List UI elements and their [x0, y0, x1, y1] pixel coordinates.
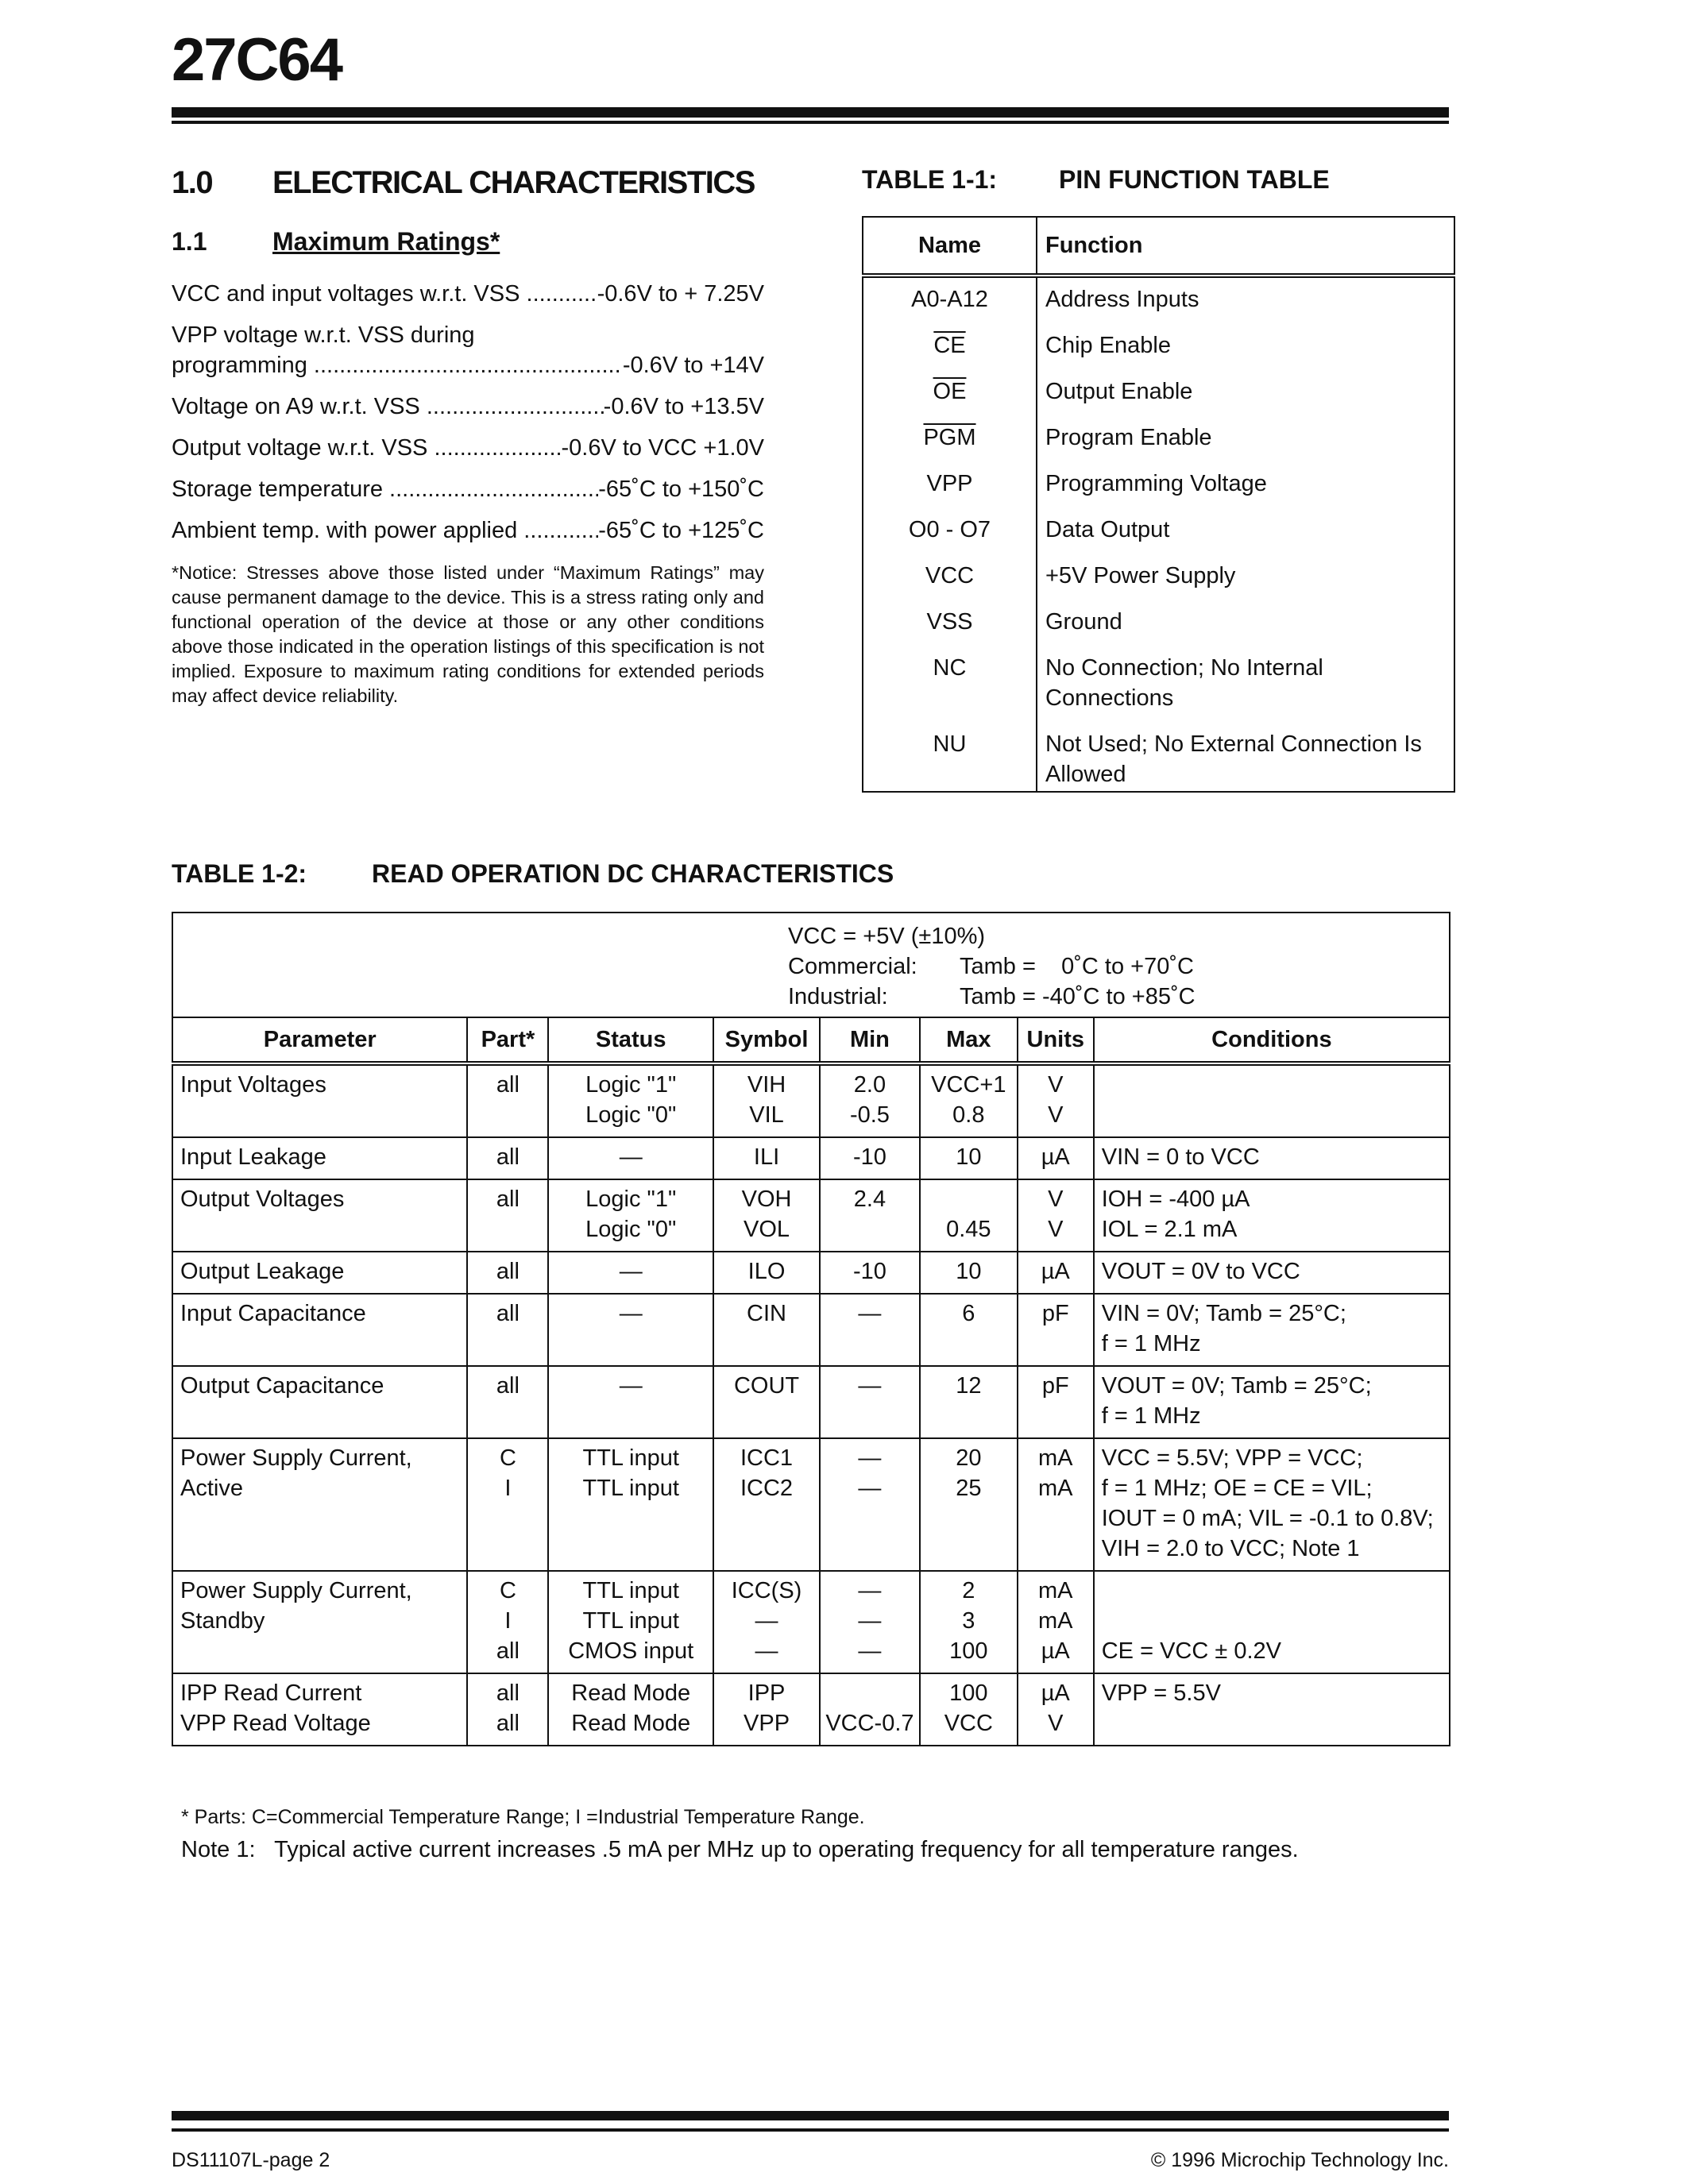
symbol-cell: IPP VPP [713, 1673, 820, 1746]
rating-value: -0.6V to +14V [622, 353, 764, 378]
pin-table-caption-title: PIN FUNCTION TABLE [1059, 165, 1330, 194]
rating-value: -0.6V to + 7.25V [597, 281, 764, 307]
symbol-cell: VOH VOL [713, 1179, 820, 1252]
parameter-cell: Power Supply Current, Active [172, 1438, 467, 1571]
table-row [863, 728, 1454, 792]
rating-item [172, 474, 764, 504]
max-cell: 10 [920, 1252, 1018, 1294]
rating-label: Storage temperature ..... [172, 474, 598, 504]
pin-function-table [862, 216, 1455, 793]
units-cell: µA V [1018, 1673, 1094, 1746]
max-cell: 10 [920, 1137, 1018, 1179]
part-cell: C I all [467, 1571, 548, 1673]
symbol-cell: COUT [713, 1366, 820, 1438]
table-row [172, 1137, 1450, 1179]
pin-function-cell: Output Enable [1037, 376, 1454, 422]
section-number: 1.0 [172, 165, 213, 200]
rating-label: Voltage on A9 w.r.t. VSS ..... [172, 392, 604, 422]
max-cell: 2 3 100 [920, 1571, 1018, 1673]
symbol-cell: ILO [713, 1252, 820, 1294]
copyright: © 1996 Microchip Technology Inc. [1150, 2149, 1449, 2171]
column-header-units: Units [1018, 1017, 1094, 1063]
rating-label: VCC and input voltages w.r.t. VSS ..... [172, 279, 597, 309]
status-cell: — [548, 1252, 713, 1294]
part-cell: all [467, 1294, 548, 1366]
pin-function-cell: Data Output [1037, 514, 1454, 560]
min-cell: — — [820, 1438, 920, 1571]
max-cell: 0.45 [920, 1179, 1018, 1252]
conditions-cell: VPP = 5.5V [1094, 1673, 1450, 1746]
conditions-cell: VOUT = 0V to VCC [1094, 1252, 1450, 1294]
column-header-max: Max [920, 1017, 1018, 1063]
pin-name-cell: A0-A12 [863, 276, 1037, 330]
conditions-cell: VOUT = 0V; Tamb = 25°C; f = 1 MHz [1094, 1366, 1450, 1438]
units-cell: µA [1018, 1252, 1094, 1294]
vcc-condition: VCC = +5V (±10%) [788, 924, 986, 949]
min-cell: -10 [820, 1137, 920, 1179]
rating-value: -0.6V to VCC +1.0V [561, 435, 764, 461]
page-number: DS11107L-page 2 [172, 2149, 330, 2171]
pin-function-cell: +5V Power Supply [1037, 560, 1454, 606]
commercial-label: Commercial: [788, 954, 917, 979]
dc-table-caption-title: READ OPERATION DC CHARACTERISTICS [372, 859, 894, 888]
column-header-name: Name [863, 217, 1037, 276]
part-cell: all [467, 1252, 548, 1294]
column-header-part: Part* [467, 1017, 548, 1063]
parameter-cell: Output Voltages [172, 1179, 467, 1252]
max-cell: 100 VCC [920, 1673, 1018, 1746]
table-row [172, 1252, 1450, 1294]
table-row [172, 1179, 1450, 1252]
column-header-conditions: Conditions [1094, 1017, 1450, 1063]
part-cell: all [467, 1179, 548, 1252]
units-cell: V V [1018, 1063, 1094, 1137]
subsection-heading [172, 227, 500, 257]
table-row [863, 514, 1454, 560]
rating-value: -65˚C to +125˚C [598, 518, 764, 543]
pin-table-caption [862, 165, 1330, 195]
rating-label: Output voltage w.r.t. VSS ..... [172, 433, 562, 463]
units-cell: µA [1018, 1137, 1094, 1179]
pin-name-cell: NC [863, 652, 1037, 728]
parameter-cell: IPP Read Current VPP Read Voltage [172, 1673, 467, 1746]
pin-function-cell: Programming Voltage [1037, 468, 1454, 514]
symbol-cell: ILI [713, 1137, 820, 1179]
units-cell: pF [1018, 1294, 1094, 1366]
table-header-row [863, 217, 1454, 276]
pin-function-cell: Address Inputs [1037, 276, 1454, 330]
dc-table-body [172, 1063, 1450, 1746]
rating-item [172, 392, 764, 422]
section-heading [172, 165, 755, 201]
max-cell: VCC+1 0.8 [920, 1063, 1018, 1137]
commercial-range: Tamb = 0˚C to +70˚C [960, 954, 1194, 979]
table-row [863, 422, 1454, 468]
operating-conditions [172, 913, 1450, 1017]
column-header-parameter: Parameter [172, 1017, 467, 1063]
table-row [863, 468, 1454, 514]
table-row [172, 1063, 1450, 1137]
conditions-cell [1094, 1063, 1450, 1137]
status-cell: — [548, 1137, 713, 1179]
min-cell: 2.0 -0.5 [820, 1063, 920, 1137]
table-row [863, 376, 1454, 422]
min-cell: -10 [820, 1252, 920, 1294]
dc-table-caption-number: TABLE 1-2: [172, 859, 307, 888]
rating-value: -0.6V to +13.5V [603, 394, 764, 419]
section-title: ELECTRICAL CHARACTERISTICS [272, 165, 755, 200]
status-cell: Logic "1" Logic "0" [548, 1063, 713, 1137]
max-cell: 6 [920, 1294, 1018, 1366]
table-row [863, 606, 1454, 652]
subsection-title: Maximum Ratings* [272, 227, 500, 256]
subsection-number: 1.1 [172, 227, 207, 256]
conditions-cell: VCC = 5.5V; VPP = VCC; f = 1 MHz; OE = CE = VIL; IOUT = 0 mA; VIL = -0.1 to 0.8V; VIH = 2.0 to VCC; Note 1 [1094, 1438, 1450, 1571]
stress-notice: *Notice: Stresses above those listed under “Maximum Ratings” may cause permanent damage to the device. This is a stress rating only and functional operation of the device at those or any other conditions above those indicated in the operation listings of this specification is not implied. Exposure to maximum rating conditions for extended periods may affect device reliability. [172, 562, 764, 706]
table-row [172, 1571, 1450, 1673]
rating-label: programming ..... [172, 350, 623, 380]
rating-value: -65˚C to +150˚C [598, 477, 764, 502]
parameter-cell: Input Capacitance [172, 1294, 467, 1366]
conditions-cell: IOH = -400 µA IOL = 2.1 mA [1094, 1179, 1450, 1252]
pin-name-cell: $\overline{OE}$ [863, 376, 1037, 422]
rating-item [172, 279, 764, 309]
column-header-status: Status [548, 1017, 713, 1063]
min-cell: — [820, 1294, 920, 1366]
conditions-cell: VIN = 0V; Tamb = 25°C; f = 1 MHz [1094, 1294, 1450, 1366]
part-cell: all [467, 1137, 548, 1179]
dc-table-caption [172, 859, 894, 889]
pin-function-cell: Not Used; No External Connection Is Allowed [1037, 728, 1454, 792]
part-cell: all [467, 1366, 548, 1438]
table-row [863, 560, 1454, 606]
parameter-cell: Input Leakage [172, 1137, 467, 1179]
status-cell: Logic "1" Logic "0" [548, 1179, 713, 1252]
parameter-cell: Power Supply Current, Standby [172, 1571, 467, 1673]
pin-name-cell: NU [863, 728, 1037, 792]
parameter-cell: Input Voltages [172, 1063, 467, 1137]
min-cell: VCC-0.7 [820, 1673, 920, 1746]
rating-item [172, 433, 764, 463]
max-cell: 20 25 [920, 1438, 1018, 1571]
pin-function-cell: No Connection; No Internal Connections [1037, 652, 1454, 728]
symbol-cell: ICC(S) — — [713, 1571, 820, 1673]
part-cell: all all [467, 1673, 548, 1746]
table-row [863, 330, 1454, 376]
table-row [863, 276, 1454, 330]
max-cell: 12 [920, 1366, 1018, 1438]
part-cell: C I [467, 1438, 548, 1571]
pin-name-cell: VPP [863, 468, 1037, 514]
units-cell: mA mA [1018, 1438, 1094, 1571]
table-row [172, 1294, 1450, 1366]
units-cell: V V [1018, 1179, 1094, 1252]
symbol-cell: CIN [713, 1294, 820, 1366]
pin-name-cell: VCC [863, 560, 1037, 606]
header-rule-thin [172, 121, 1449, 124]
status-cell: Read Mode Read Mode [548, 1673, 713, 1746]
status-cell: TTL input TTL input [548, 1438, 713, 1571]
pin-name-cell: O0 - O7 [863, 514, 1037, 560]
column-header-symbol: Symbol [713, 1017, 820, 1063]
footer-rule [172, 2111, 1449, 2120]
table-header-row [172, 1017, 1450, 1063]
pin-table-caption-number: TABLE 1-1: [862, 165, 998, 194]
parameter-cell: Output Capacitance [172, 1366, 467, 1438]
table-row [172, 1366, 1450, 1438]
pin-function-cell: Program Enable [1037, 422, 1454, 468]
conditions-cell: CE = VCC ± 0.2V [1094, 1571, 1450, 1673]
rating-label: Ambient temp. with power applied ..... [172, 515, 598, 546]
pin-function-cell: Ground [1037, 606, 1454, 652]
min-cell: 2.4 [820, 1179, 920, 1252]
pin-name-cell: $\overline{CE}$ [863, 330, 1037, 376]
part-cell: all [467, 1063, 548, 1137]
units-cell: pF [1018, 1366, 1094, 1438]
pin-table-body [863, 276, 1454, 792]
min-cell: — [820, 1366, 920, 1438]
status-cell: — [548, 1294, 713, 1366]
table-row [172, 1673, 1450, 1746]
document-title: 27C64 [172, 26, 342, 94]
min-cell: — — — [820, 1571, 920, 1673]
industrial-range: Tamb = -40˚C to +85˚C [960, 984, 1196, 1009]
pin-name-cell: VSS [863, 606, 1037, 652]
status-cell: — [548, 1366, 713, 1438]
symbol-cell: VIH VIL [713, 1063, 820, 1137]
conditions-cell: VIN = 0 to VCC [1094, 1137, 1450, 1179]
parameter-cell: Output Leakage [172, 1252, 467, 1294]
footer-rule-thin [172, 2128, 1449, 2132]
pin-function-cell: Chip Enable [1037, 330, 1454, 376]
note-1: Note 1: Typical active current increases .5 mA per MHz up to operating frequency for all temperature ranges. [181, 1837, 1299, 1862]
rating-item [172, 515, 764, 546]
parts-footnote: * Parts: C=Commercial Temperature Range; I =Industrial Temperature Range. [181, 1806, 865, 1828]
industrial-label: Industrial: [788, 984, 888, 1009]
rating-label-line1: VPP voltage w.r.t. VSS during [172, 322, 475, 348]
header-rule [172, 107, 1449, 118]
symbol-cell: ICC1 ICC2 [713, 1438, 820, 1571]
table-row [172, 1438, 1450, 1571]
read-dc-characteristics-table [172, 912, 1450, 1746]
table-row [863, 652, 1454, 728]
column-header-function: Function [1037, 217, 1454, 276]
pin-name-cell: $\overline{PGM}$ [863, 422, 1037, 468]
status-cell: TTL input TTL input CMOS input [548, 1571, 713, 1673]
rating-item [172, 320, 764, 380]
units-cell: mA mA µA [1018, 1571, 1094, 1673]
column-header-min: Min [820, 1017, 920, 1063]
